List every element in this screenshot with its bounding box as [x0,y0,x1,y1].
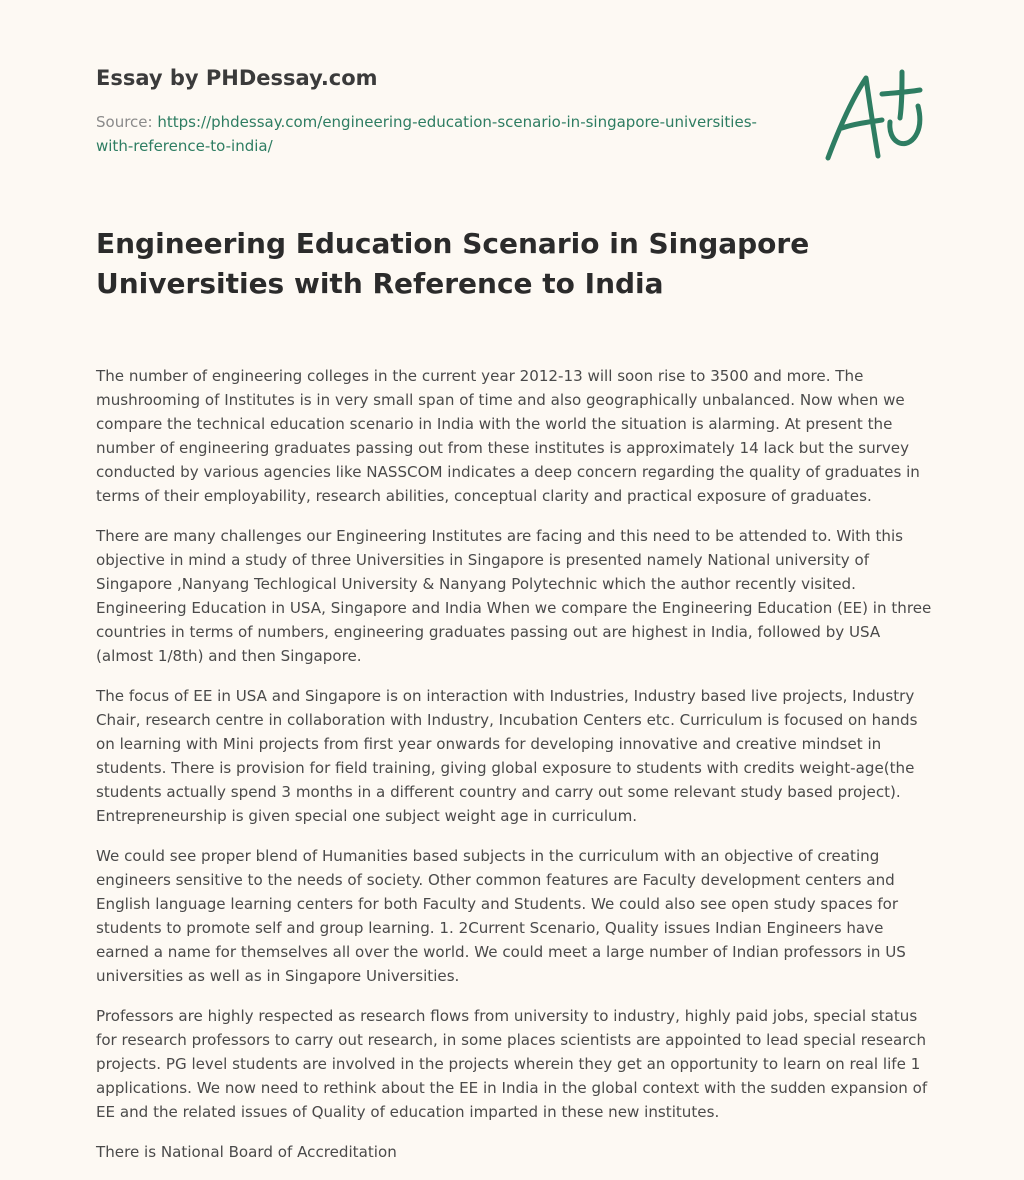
source-link[interactable]: https://phdessay.com/engineering-education-scenario-in-singapore-universities-with-reference-to-india/ [96,113,757,155]
paragraph: The focus of EE in USA and Singapore is on interaction with Industries, Industry based live projects, Industry Chair, research centre in collaboration with Industry, Incubation Centers etc. Curriculum is focused on hands on learning with Mini projects from first year onwards for developing innovative and creative mindset in students. There is provision for field training, giving global exposure to students with credits weight-age(the students actually spend 3 months in a different country and carry out some relevant study based project). Entrepreneurship is given special one subject weight age in curriculum. [96,687,918,825]
essay-body [96,364,932,1180]
a-plus-logo-icon [820,66,930,166]
paragraph: There are many challenges our Engineering Institutes are facing and this need to be attended to. With this objective in mind a study of three Universities in Singapore is presented namely National university of Singapore ,Nanyang Techlogical University & Nanyang Polytechnic which the author recently visited. Engineering Education in USA, Singapore and India When we compare the Engineering Education (EE) in three countries in terms of numbers, engineering graduates passing out are highest in India, followed by USA (almost 1/8th) and then Singapore. [96,527,932,665]
source-label: Source: [96,113,153,131]
paragraph: We could see proper blend of Humanities based subjects in the curriculum with an objective of creating engineers sensitive to the needs of society. Other common features are Faculty development centers and English language learning centers for both Faculty and Students. We could also see open study spaces for students to promote self and group learning. 1. 2Current Scenario, Quality issues Indian Engineers have earned a name for themselves all over the world. We could meet a large number of Indian professors in US universities as well as in Singapore Universities. [96,847,906,985]
paragraph: There is National Board of Accreditation [96,1143,397,1161]
site-header [96,64,796,92]
paragraph: Professors are highly respected as research flows from university to industry, highly paid jobs, special status for research professors to carry out research, in some places scientists are appointed to lead special research projects. PG level students are involved in the projects wherein they get an opportunity to learn on real life 1 applications. We now need to rethink about the EE in India in the global context with the sudden expansion of EE and the related issues of Quality of education imparted in these new institutes. [96,1007,928,1121]
paragraph: The number of engineering colleges in the current year 2012-13 will soon rise to 3500 and more. The mushrooming of Institutes is in very small span of time and also geographically unbalanced. Now when we compare the technical education scenario in India with the world the situation is alarming. At present the number of engineering graduates passing out from these institutes is approximately 14 lack but the survey conducted by various agencies like NASSCOM indicates a deep concern regarding the quality of graduates in terms of their employability, research abilities, conceptual clarity and practical exposure of graduates. [96,367,920,505]
site-brand: Essay by PHDessay.com [96,66,378,90]
source-line [96,110,776,158]
essay-title: Engineering Education Scenario in Singapore Universities with Reference to India [96,227,810,300]
